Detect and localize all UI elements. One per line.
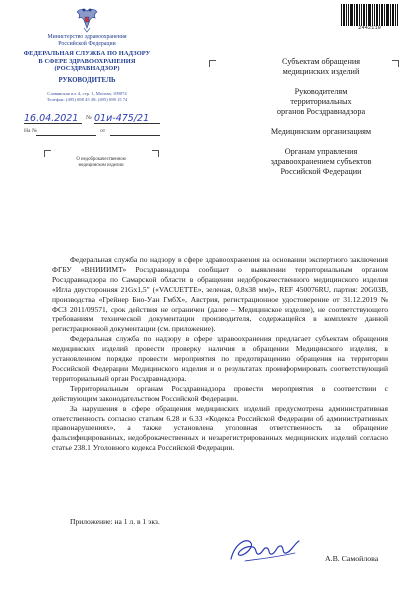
agency-name: ФЕДЕРАЛЬНАЯ СЛУЖБА ПО НАДЗОРУ В СФЕРЕ ЗДРАВООХРАНЕНИЯ (РОСЗДРАВНАДЗОР)	[23, 50, 151, 73]
signer-name: А.В. Самойлова	[325, 554, 379, 563]
recipients-block	[251, 57, 391, 187]
registration-number: 01и-475/21	[94, 113, 150, 124]
recipient-1: Руководителям территориальных органов Росздравнадзора	[276, 87, 366, 116]
letter-body	[52, 255, 388, 453]
paragraph: За нарушения в сфере обращения медицинских изделий предусмотрена административная ответственность согласно статьям 6.28 и 6.33 «Кодекса Российской Федерации об административных правонарушениях», а также установлена уголовная ответственность за обращение фальсифицированных, недоброкачественных и незарегистрированных медицинских изделий согласно статье 238.1 Уголовного кодекса Российской Федерации.	[52, 403, 388, 453]
attachment-note: Приложение: на 1 л. в 1 экз.	[70, 517, 160, 526]
paragraph: Федеральная служба по надзору в сфере здравоохранения на основании экспертного заключения ФГБУ «ВНИИИМТ» Росздравнадзора сообщает о выявлении территориальным органом Росздравнадзора по Самарской области в обращении недоброкачественного медицинского изделия «Игла двусторонняя 21Gx1,5" («VACUETTE», зеленая, 0,8x38 мм)», REF 450076RU, партия: 20G03B, производства «Грейнер Био-Уан ГмбХ», Австрия, регистрационное удостоверение от 31.12.2019 № ФСЗ 2011/09571, срок действия не ограничен (далее – Медицинское изделие), не соответствующего требованиям технической документации производителя, содержащейся в комплекте данной регистрационной документации (см. приложение).	[52, 255, 388, 334]
head-title: РУКОВОДИТЕЛЬ	[58, 77, 116, 84]
reference-subject: О недоброкачественном медицинском изделии	[76, 157, 126, 168]
na-label: На №	[24, 128, 38, 134]
coat-of-arms-emblem-icon	[73, 6, 101, 34]
recipient-3: Органам управления здравоохранением субъектов Российской Федерации	[270, 147, 372, 176]
from-label: от	[100, 128, 106, 134]
reply-to-line	[24, 128, 164, 138]
barcode-number: 2442119	[358, 25, 381, 31]
recipients-corner-left	[209, 60, 216, 67]
reference-corner-top-left	[44, 150, 51, 157]
ministry-name: Министерство здравоохранения Российской Федерации	[47, 34, 127, 47]
barcode-icon	[341, 4, 398, 26]
registration-line: 16.04.2021 № 01и-475/21	[24, 113, 164, 125]
agency-address: Славянская пл. 4, стр. 1, Москва, 109074 Телефон: (495) 698 45 38; (495) 698 15 74	[46, 91, 128, 102]
signature-image	[225, 533, 305, 567]
reference-corner-top-right	[152, 150, 159, 157]
recipient-2: Медицинским организациям	[270, 127, 372, 136]
registration-date: 16.04.2021	[24, 113, 79, 124]
paragraph: Федеральная служба по надзору в сфере здравоохранения предлагает субъектам обращения медицинских изделий провести проверку наличия в обращении Медицинского изделия, в установленном порядке провести мероприятия по предотвращению обращения на территории Российской Федерации Медицинского изделия и о результатах проинформировать соответствующий территориальный орган Росздравнадзора.	[52, 334, 388, 383]
recipient-0: Субъектам обращения медицинских изделий	[282, 57, 360, 76]
recipients-corner-right	[392, 60, 399, 67]
paragraph: Территориальным органам Росздравнадзора провести мероприятия в соответствии с действующим законодательством Российской Федерации.	[52, 383, 388, 403]
